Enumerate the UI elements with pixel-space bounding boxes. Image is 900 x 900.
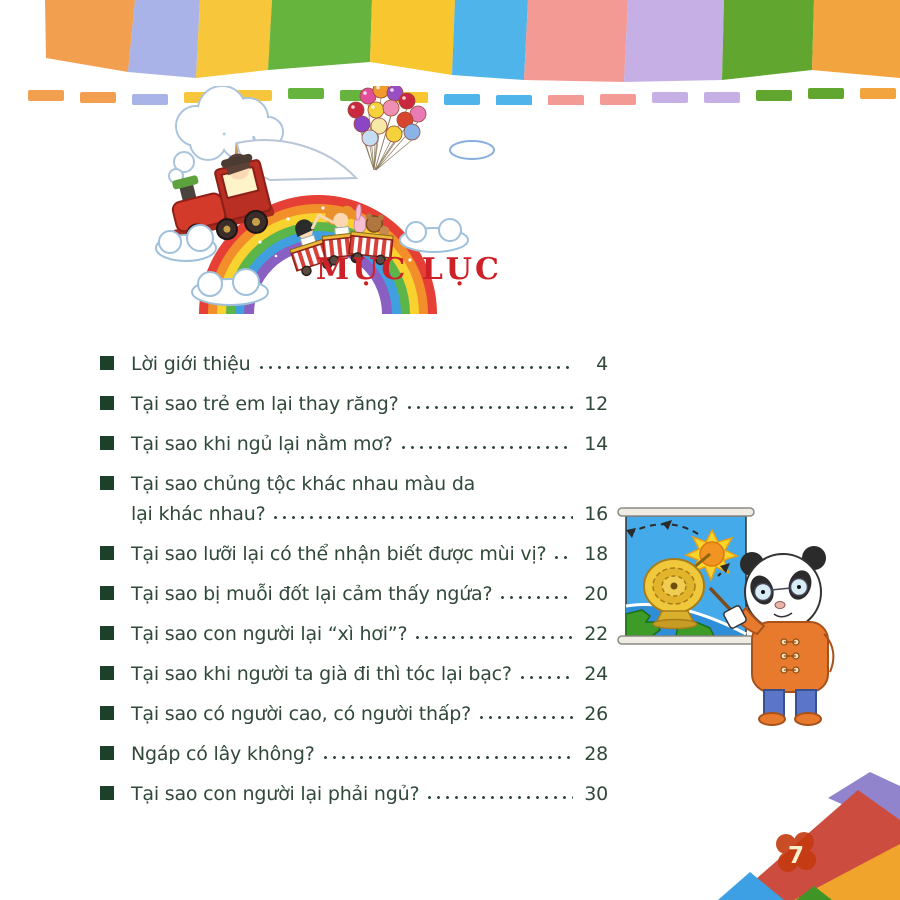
toc-entry-title: Tại sao trẻ em lại thay răng? <box>131 393 399 415</box>
toc-entry-title: Tại sao chủng tộc khác nhau màu da <box>131 473 476 495</box>
toc-entry-title: Tại sao con người lại “xì hơi”? <box>131 623 408 645</box>
dot-leader <box>271 515 573 520</box>
toc-bullet-icon <box>100 706 114 720</box>
dot-leader <box>498 595 573 600</box>
toc-bullet-icon <box>100 476 114 490</box>
toc-bullet-icon <box>100 356 114 370</box>
toc-page-number: 12 <box>584 393 608 415</box>
toc-page-number: 26 <box>584 703 608 725</box>
dot-leader <box>518 675 573 680</box>
dot-leader <box>552 555 573 560</box>
toc-list <box>100 352 608 822</box>
dot-leader <box>257 365 573 370</box>
toc-page-number: 22 <box>584 623 608 645</box>
toc-page-number: 20 <box>584 583 608 605</box>
toc-page-number: 16 <box>584 503 608 525</box>
toc-page-number: 4 <box>596 353 608 375</box>
dot-leader <box>405 405 573 410</box>
toc-row <box>100 392 608 416</box>
toc-entry-title: Lời giới thiệu <box>131 353 251 375</box>
dot-leader <box>425 795 573 800</box>
dot-leader <box>399 445 573 450</box>
toc-row <box>100 542 608 566</box>
toc-bullet-icon <box>100 436 114 450</box>
dot-leader <box>477 715 573 720</box>
toc-entry-title: Tại sao khi người ta già đi thì tóc lại bạc? <box>131 663 512 685</box>
toc-row <box>100 622 608 646</box>
banner-segments <box>45 0 900 82</box>
toc-row <box>100 742 608 766</box>
toc-entry-title: Tại sao có người cao, có người thấp? <box>131 703 472 725</box>
toc-entry-title-line2: lại khác nhau? <box>131 503 266 525</box>
toc-row <box>100 702 608 726</box>
balloons-icon <box>348 86 426 170</box>
toc-row <box>100 782 608 806</box>
page-number: 7 <box>787 843 804 869</box>
toc-row <box>100 352 608 376</box>
toc-row <box>100 432 608 456</box>
toc-entry-title: Tại sao bị muỗi đốt lại cảm thấy ngứa? <box>131 583 493 605</box>
dot-leader <box>321 755 573 760</box>
page-title: MỤC LỤC <box>316 252 502 287</box>
toc-entry-title: Tại sao lưỡi lại có thể nhận biết được mùi vị? <box>131 543 547 565</box>
toc-entry-title: Tại sao con người lại phải ngủ? <box>131 783 420 805</box>
toc-entry-title: Ngáp có lây không? <box>131 743 315 765</box>
toc-bullet-icon <box>100 546 114 560</box>
toc-bullet-icon <box>100 746 114 760</box>
toc-page-number: 28 <box>584 743 608 765</box>
toc-row <box>100 472 608 496</box>
toc-row <box>100 582 608 606</box>
toc-row-continuation <box>100 502 608 526</box>
toc-bullet-icon <box>100 396 114 410</box>
panda-chart-illustration <box>612 492 900 727</box>
corner-ribbons <box>668 716 900 900</box>
toc-entry-title: Tại sao khi ngủ lại nằm mơ? <box>131 433 393 455</box>
dot-leader <box>413 635 573 640</box>
toc-page-number: 18 <box>584 543 608 565</box>
toc-row <box>100 662 608 686</box>
toc-page-number: 14 <box>584 433 608 455</box>
toc-bullet-icon <box>100 666 114 680</box>
toc-page-number: 24 <box>584 663 608 685</box>
toc-bullet-icon <box>100 626 114 640</box>
toc-bullet-icon <box>100 786 114 800</box>
toc-page-number: 30 <box>584 783 608 805</box>
toc-bullet-icon <box>100 586 114 600</box>
